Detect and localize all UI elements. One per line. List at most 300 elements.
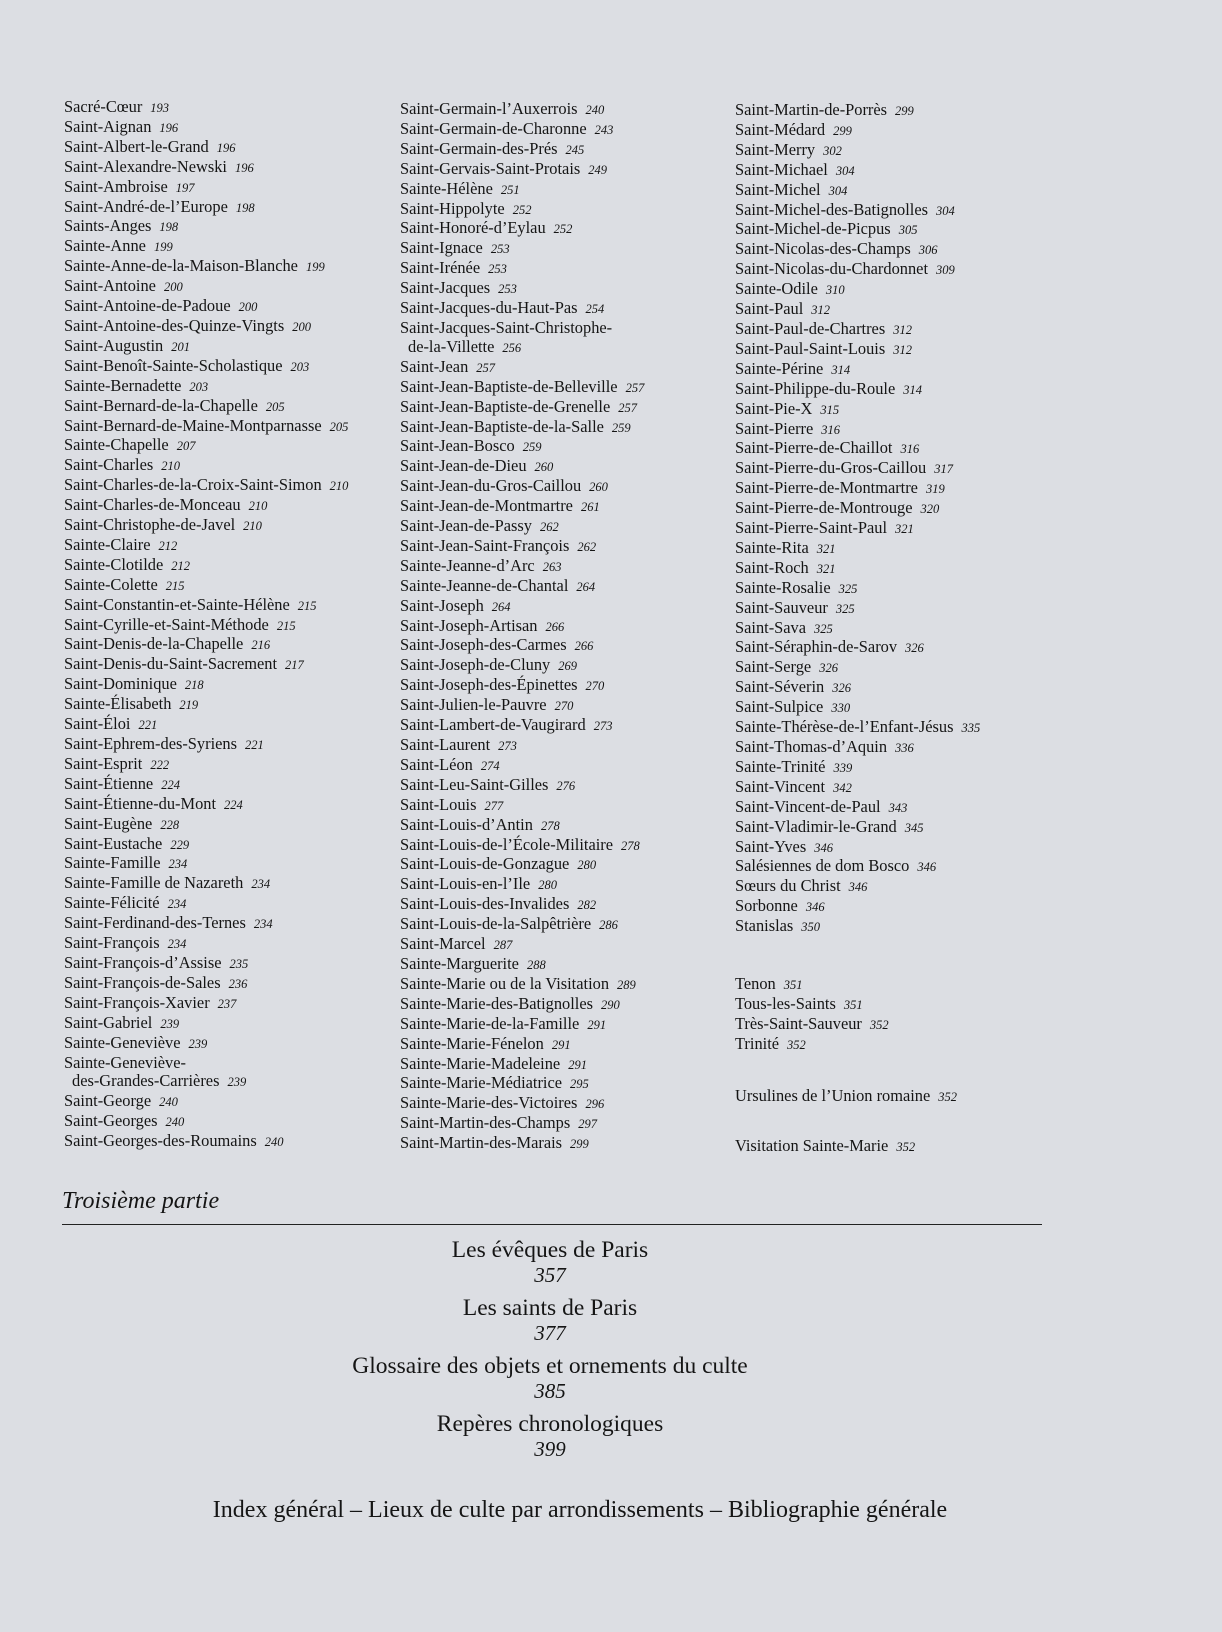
entry-page: 264 [491,599,511,614]
entry-page: 276 [556,778,576,793]
entry-name: Saint-Louis-de-la-Salpêtrière [400,914,592,934]
entry-name: Sœurs du Christ [735,876,841,896]
entry-name: Saint-Louis-de-l’École-Militaire [400,834,614,854]
entry-name: Saint-George [64,1091,152,1111]
index-entry [735,380,980,400]
index-entry [400,537,644,557]
entry-page: 321 [895,522,914,537]
entry-name: Saint-Bernard-de-Maine-Montparnasse [64,415,322,435]
entry-name: Saint-Antoine-des-Quinze-Vingts [64,315,285,335]
entry-name: Saint-Augustin [64,335,164,355]
entry-page: 200 [238,300,258,315]
index-entry [64,496,348,516]
entry-page: 290 [601,997,620,1012]
index-entry [735,778,980,798]
entry-name: Saint-Vincent-de-Paul [735,796,881,816]
entry-name: Saint-Michel-de-Picpus [735,219,891,239]
entry-page: 321 [816,541,836,556]
index-entry [64,257,348,277]
entry-name: Sainte-Trinité [735,756,826,776]
entry-name: Sainte-Famille de Nazareth [64,873,244,893]
entry-name: Saint-Alexandre-Newski [64,156,227,176]
entry-name: Saints-Anges [64,216,152,236]
entry-name: Saint-Jean-de-Passy [400,516,533,536]
entry-name: Saint-Antoine [64,276,156,296]
index-entry [400,636,644,656]
index-entry [400,1055,644,1075]
index-entry [400,915,644,935]
entry-name: Sainte-Marie-de-la-Famille [400,1013,580,1033]
index-entry [400,895,644,915]
entry-name: Sainte-Élisabeth [64,694,172,714]
entry-page: 326 [819,661,838,676]
entry-name: Saint-Martin-des-Marais [400,1133,563,1153]
entry-name: Saint-Sava [735,617,807,637]
entry-name: Saint-Serge [735,657,812,677]
index-entry [400,1134,644,1154]
entry-page: 305 [898,223,918,238]
entry-name: Saint-Jean-de-Dieu [400,456,527,476]
entry-name: Saint-Jean [400,356,469,376]
entry-page: 350 [801,920,821,935]
entry-page: 216 [251,638,271,653]
entry-page: 234 [167,897,187,912]
entry-name: Saint-Aignan [64,116,152,136]
index-entry [735,995,980,1015]
entry-page: 288 [526,957,546,972]
entry-name: Saint-Joseph-des-Carmes [400,635,567,655]
entry-name: Saint-Louis-de-Gonzague [400,854,570,874]
index-entry [400,796,644,816]
entry-page: 291 [587,1017,607,1032]
column-gap [735,937,980,975]
entry-page: 239 [188,1036,208,1051]
entry-name: de-la-Villette [408,336,495,356]
entry-page: 312 [811,303,831,318]
entry-name: Saint-Étienne-du-Mont [64,793,217,813]
index-entry [64,476,348,496]
index-line: Index général – Lieux de culte par arrondissements – Bibliographie générale [212,1497,948,1523]
entry-page: 215 [276,618,296,633]
index-entry [400,995,644,1015]
index-entry [64,934,348,954]
entry-name: Saint-Louis-des-Invalides [400,894,570,914]
entry-page: 266 [574,639,594,654]
entry-name: Saint-Pierre-de-Montmartre [735,478,918,498]
index-entry [735,459,980,479]
entry-page: 253 [490,242,510,257]
entry-page: 215 [165,578,185,593]
index-entry [735,400,980,420]
entry-page: 277 [484,798,504,813]
entry-name: Sainte-Hélène [400,178,493,198]
index-entry [400,517,644,537]
entry-name: Saint-Philippe-du-Roule [735,378,896,398]
entry-page: 321 [816,561,836,576]
entry-name: Tenon [735,973,776,993]
entry-name: Saint-Éloi [64,714,131,734]
entry-page: 234 [253,917,273,932]
index-entry [735,161,980,181]
entry-page: 207 [176,439,196,454]
entry-name: Saint-Joseph [400,595,484,615]
index-entry [735,101,980,121]
entry-name: Saint-Léon [400,754,473,774]
index-entry [735,499,980,519]
index-entry [400,338,644,358]
entry-name: Saint-Germain-de-Charonne [400,118,587,138]
index-entry [64,854,348,874]
entry-name: Saint-Benoît-Sainte-Scholastique [64,355,283,375]
entry-name: Saint-Charles-de-Monceau [64,495,241,515]
entry-name: Saint-Ignace [400,238,483,258]
section-page: 399 [534,1437,566,1461]
entry-name: Saint-Joseph-de-Cluny [400,655,551,675]
entry-page: 346 [848,880,868,895]
entry-page: 253 [488,262,507,277]
index-entry [64,237,348,257]
index-entry [400,1035,644,1055]
index-entry [64,735,348,755]
entry-page: 240 [264,1135,284,1150]
entry-page: 346 [814,840,833,855]
entry-name: Saint-Vladimir-le-Grand [735,816,897,836]
entry-page: 314 [903,382,922,397]
entry-name: Saint-Pie-X [735,398,813,418]
index-entry [64,337,348,357]
entry-name: Sainte-Thérèse-de-l’Enfant-Jésus [735,717,954,737]
entry-page: 221 [138,718,158,733]
index-entry [64,715,348,735]
index-entry [735,181,980,201]
divider-rule [62,1224,1042,1225]
index-entry [735,1015,980,1035]
entry-page: 339 [833,760,853,775]
section-title: Les évêques de Paris [451,1237,649,1263]
entry-name: Sainte-Périne [735,358,824,378]
entry-page: 273 [498,739,517,753]
entry-page: 212 [158,538,178,553]
column-gap [735,1107,980,1137]
index-entry [735,579,980,599]
entry-page: 287 [493,938,513,953]
index-entry [735,121,980,141]
entry-page: 252 [512,202,532,217]
entry-name: Saint-Yves [735,836,807,856]
entry-name: Sainte-Geneviève [64,1032,181,1052]
entry-page: 316 [821,422,841,437]
entry-page: 304 [835,163,855,178]
entry-name: Saint-Jean-du-Gros-Caillou [400,476,582,496]
entry-page: 320 [920,502,940,517]
entry-page: 236 [228,976,248,991]
entry-name: Saint-Merry [735,139,816,159]
entry-page: 302 [823,143,842,158]
entry-name: Saint-Antoine-de-Padoue [64,296,231,316]
entry-name: Sainte-Anne [64,236,146,256]
entry-page: 264 [576,579,596,594]
index-entry [64,158,348,178]
entry-page: 199 [153,240,173,255]
entry-name: Sainte-Odile [735,279,818,299]
index-entry [400,1094,644,1114]
entry-name: Sainte-Colette [64,574,158,594]
entry-page: 317 [934,462,953,477]
entry-page: 260 [589,480,608,495]
index-entry [400,140,644,160]
entry-page: 270 [554,699,574,714]
entry-name: Sainte-Jeanne-de-Chantal [400,575,569,595]
index-entry [735,638,980,658]
entry-name: Saint-Dominique [64,674,177,694]
entry-page: 196 [234,160,254,175]
index-entry [64,954,348,974]
index-entry [64,775,348,795]
index-entry [400,100,644,120]
entry-name: Saint-Albert-le-Grand [64,136,209,156]
entry-page: 316 [900,442,920,457]
index-entry [64,417,348,437]
index-entry [64,655,348,675]
entry-name: Saint-Médard [735,119,826,139]
entry-name: Saint-Pierre-de-Chaillot [735,438,893,458]
index-entry [400,955,644,975]
entry-page: 200 [163,280,183,295]
column-gap [735,1054,980,1086]
index-entry [64,974,348,994]
entry-name: Saint-Christophe-de-Javel [64,515,236,535]
index-entry [64,894,348,914]
entry-page: 309 [936,263,955,278]
entry-page: 325 [835,601,855,616]
index-entry [735,658,980,678]
entry-name: Sainte-Famille [64,853,161,873]
entry-page: 291 [551,1037,571,1052]
index-entry [64,317,348,337]
index-entry [735,738,980,758]
index-entry [735,201,980,221]
entry-name: Saint-Sauveur [735,597,828,617]
index-entry [735,838,980,858]
section-title: Repères chronologiques [436,1411,664,1437]
section-title: Les saints de Paris [462,1295,638,1321]
entry-name: Tous-les-Saints [735,993,836,1013]
entry-page: 289 [617,977,636,992]
index-entry [735,917,980,937]
entry-page: 266 [545,619,565,634]
entry-name: Saint-Paul-Saint-Louis [735,338,886,358]
index-entry [64,516,348,536]
index-entry [64,1092,348,1112]
entry-name: Stanislas [735,916,794,936]
entry-page: 235 [229,956,249,971]
entry-page: 245 [565,142,585,157]
entry-page: 351 [783,977,803,992]
entry-name: Saint-Hippolyte [400,198,505,218]
index-entry [735,519,980,539]
entry-name: Saint-François [64,933,160,953]
entry-page: 222 [150,757,170,772]
index-entry [64,377,348,397]
index-entry [400,816,644,836]
entry-page: 240 [165,1115,185,1130]
index-entry [400,299,644,319]
index-entry [64,914,348,934]
entry-page: 217 [285,658,304,673]
entry-page: 312 [893,322,912,337]
entry-name: Visitation Sainte-Marie [735,1135,889,1155]
entry-name: Saint-Joseph-des-Épinettes [400,675,578,695]
entry-name: Saint-Jacques-Saint-Christophe- [400,317,613,337]
entry-page: 352 [787,1037,806,1052]
index-entry [64,695,348,715]
entry-page: 335 [961,721,981,736]
entry-page: 282 [577,898,597,913]
entry-name: Saint-Louis-d’Antin [400,814,533,834]
section-page: 357 [534,1263,566,1287]
index-entry [64,994,348,1014]
index-entry [64,635,348,655]
entry-name: Saint-Eugène [64,813,153,833]
entry-page: 273 [593,719,613,734]
index-entry [64,874,348,894]
entry-name: Sainte-Félicité [64,893,160,913]
entry-page: 196 [216,140,236,155]
entry-page: 259 [522,440,542,455]
index-entry [64,755,348,775]
entry-name: Sainte-Marie-Médiatrice [400,1073,563,1093]
entry-name: Sainte-Jeanne-d’Arc [400,555,535,575]
entry-name: Saint-Pierre [735,418,814,438]
entry-page: 306 [918,243,938,258]
index-entry [400,935,644,955]
entry-page: 200 [292,319,311,334]
entry-page: 352 [869,1017,889,1032]
entry-name: Saint-Jean-Saint-François [400,535,570,555]
entry-page: 229 [170,837,190,852]
entry-page: 257 [476,360,496,375]
entry-name: Saint-Germain-l’Auxerrois [400,99,578,118]
index-entry [64,556,348,576]
index-entry [64,118,348,138]
entry-page: 299 [570,1137,589,1152]
entry-page: 240 [159,1095,178,1110]
index-entry [735,718,980,738]
entry-page: 257 [625,380,645,395]
entry-page: 263 [542,559,562,574]
entry-name: Saint-Ferdinand-des-Ternes [64,913,246,933]
entry-page: 205 [265,399,285,414]
index-entry [400,219,644,239]
index-entry [64,1054,348,1073]
entry-name: Sainte-Marie-des-Victoires [400,1093,578,1113]
entry-name: Saint-Julien-le-Pauvre [400,695,547,715]
index-entry [400,239,644,259]
entry-page: 228 [160,817,180,832]
entry-page: 310 [825,283,845,298]
entry-name: Saint-Laurent [400,735,491,754]
entry-name: des-Grandes-Carrières [72,1071,220,1091]
index-entry [735,857,980,877]
entry-page: 256 [502,340,522,355]
index-entry [735,818,980,838]
entry-name: Saint-Sulpice [735,697,824,717]
entry-page: 291 [568,1057,587,1072]
entry-name: Saint-Martin-de-Porrès [735,100,888,119]
entry-page: 205 [329,419,349,434]
entry-page: 319 [925,482,945,497]
entry-name: Saint-Michael [735,159,828,179]
entry-page: 239 [227,1075,247,1090]
index-entry [64,1014,348,1034]
entry-name: Saint-Denis-de-la-Chapelle [64,634,244,654]
index-entry [735,220,980,240]
entry-page: 280 [577,858,597,873]
entry-name: Saint-Roch [735,557,809,577]
entry-page: 262 [540,520,559,535]
entry-name: Saint-Joseph-Artisan [400,615,538,635]
index-entry [400,200,644,220]
index-entry [735,619,980,639]
entry-name: Saint-Jean-Bosco [400,436,515,456]
index-entry [400,120,644,140]
entry-name: Saint-Georges [64,1111,158,1131]
entry-name: Saint-Gabriel [64,1012,153,1032]
index-entry [400,696,644,716]
entry-name: Sainte-Rita [735,537,809,557]
entry-page: 196 [159,120,179,135]
entry-page: 278 [621,838,640,853]
index-entry [64,536,348,556]
entry-page: 326 [832,681,851,696]
entry-page: 352 [896,1139,916,1154]
entry-page: 299 [895,104,914,118]
entry-name: Saint-Denis-du-Saint-Sacrement [64,654,278,674]
index-entry [400,398,644,418]
entry-page: 315 [820,402,840,417]
index-entry [64,815,348,835]
entry-name: Saint-Honoré-d’Eylau [400,218,546,238]
index-entry [64,277,348,297]
index-entry [400,676,644,696]
entry-page: 234 [251,877,271,892]
index-entry [400,418,644,438]
entry-name: Saint-Séraphin-de-Sarov [735,637,898,657]
index-entry [735,439,980,459]
entry-page: 325 [814,621,833,636]
index-entry [400,1015,644,1035]
entry-page: 198 [159,220,179,235]
index-entry [735,320,980,340]
entry-page: 240 [585,103,605,117]
entry-page: 215 [297,598,317,613]
entry-name: Sainte-Anne-de-la-Maison-Blanche [64,256,298,276]
part-title: Troisième partie [62,1188,220,1214]
entry-page: 346 [805,900,825,915]
index-entry [400,836,644,856]
entry-page: 274 [480,758,500,773]
index-entry [400,1114,644,1134]
index-entry [735,141,980,161]
entry-name: Saint-Jean-de-Montmartre [400,496,573,516]
section-page: 385 [534,1379,566,1403]
index-entry [64,357,348,377]
index-entry [400,358,644,378]
index-entry [735,1137,980,1157]
entry-name: Sainte-Marie-Madeleine [400,1053,561,1073]
index-entry [400,875,644,895]
entry-name: Saint-Jean-Baptiste-de-la-Salle [400,416,604,436]
